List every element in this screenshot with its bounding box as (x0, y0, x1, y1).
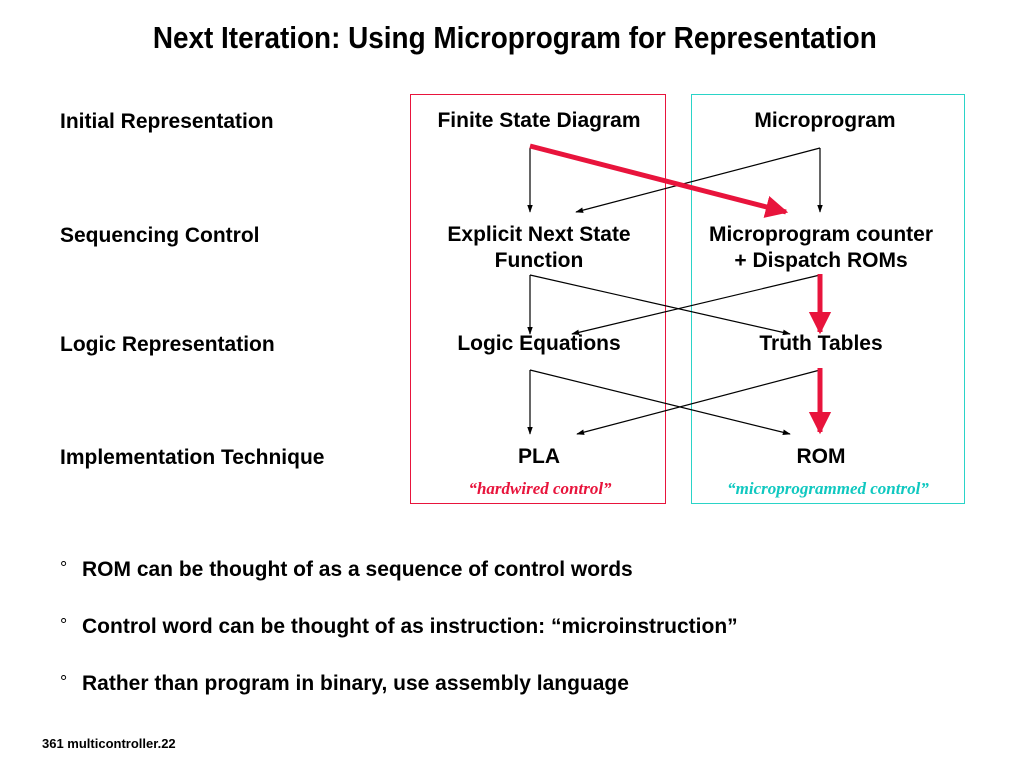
node-microprogram-counter-line1: Microprogram counter (708, 223, 934, 246)
node-explicit-next-state-line2: Function (494, 249, 584, 272)
node-explicit-next-state-line1: Explicit Next State (447, 223, 631, 246)
caption-microprogrammed-control: “microprogrammed control” (727, 479, 929, 498)
node-pla: PLA (518, 445, 560, 468)
row-label-logic-representation: Logic Representation (60, 333, 275, 356)
node-microprogram: Microprogram (754, 109, 896, 132)
row-label-implementation-technique: Implementation Technique (60, 446, 325, 469)
node-explicit-next-state-function (447, 222, 630, 274)
node-truth-tables: Truth Tables (759, 332, 883, 355)
bullet-text: Rather than program in binary, use assembly language (82, 672, 629, 695)
bullet-marker: ° (60, 558, 68, 578)
bullet-text: Control word can be thought of as instruction: “microinstruction” (82, 615, 738, 638)
microprogrammed-column-frame (691, 94, 965, 504)
bullet-text: ROM can be thought of as a sequence of control words (82, 558, 633, 581)
node-finite-state-diagram: Finite State Diagram (437, 109, 641, 132)
node-rom: ROM (796, 445, 846, 468)
slide-footer: 361 multicontroller.22 (42, 736, 176, 751)
row-label-sequencing-control: Sequencing Control (60, 224, 260, 247)
slide-title: Next Iteration: Using Microprogram for Representation (152, 20, 877, 55)
hardwired-column-frame (410, 94, 666, 504)
bullet-marker: ° (60, 672, 68, 692)
bullet-marker: ° (60, 615, 68, 635)
node-logic-equations: Logic Equations (457, 332, 621, 355)
caption-hardwired-control: “hardwired control” (468, 479, 612, 498)
node-microprogram-counter-dispatch-roms (709, 222, 933, 274)
node-microprogram-counter-line2: + Dispatch ROMs (734, 249, 908, 272)
row-label-initial-representation: Initial Representation (60, 110, 274, 133)
